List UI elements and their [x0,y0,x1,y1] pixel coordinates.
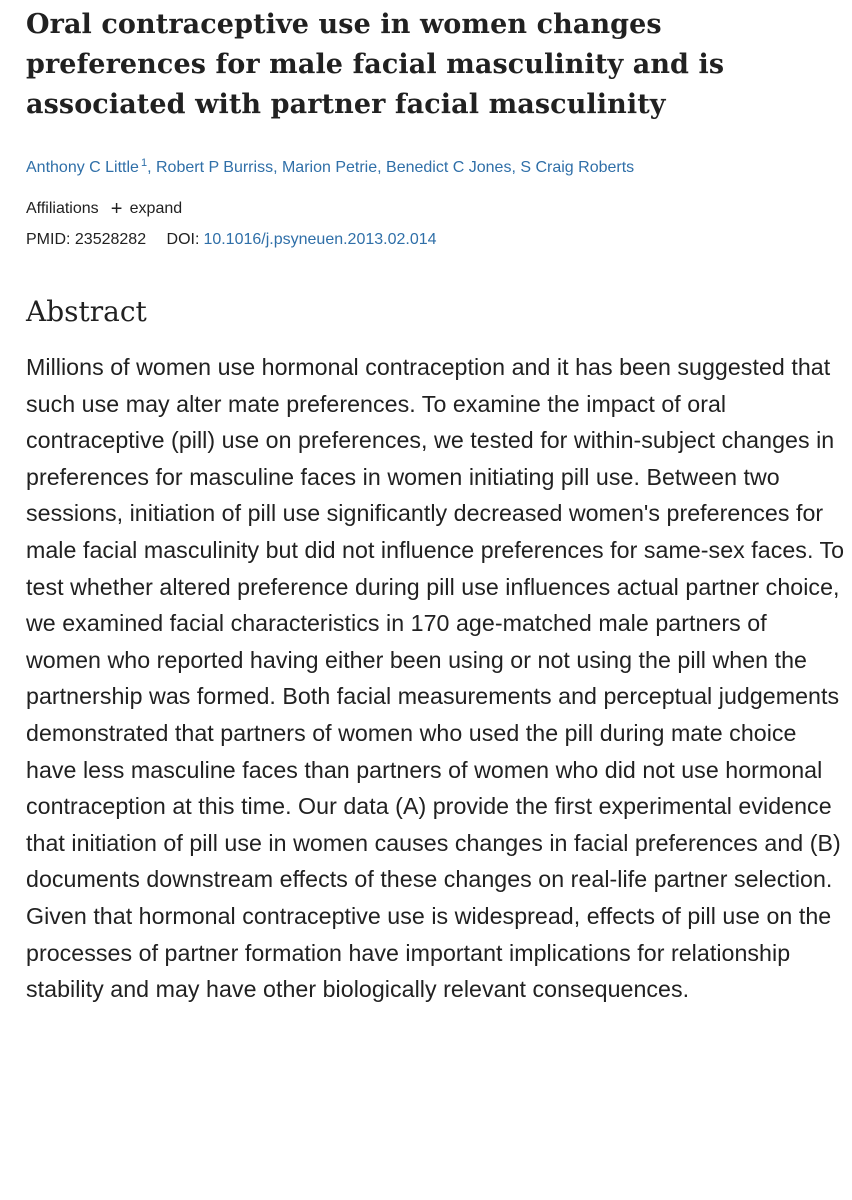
pmid-value: 23528282 [74,231,147,248]
identifiers-row [26,229,842,251]
author-link-1[interactable]: Anthony C Little [26,159,139,176]
affiliations-label: Affiliations [26,200,99,217]
author-separator: , [147,159,152,176]
author-separator: , [273,159,278,176]
author-separator: , [377,159,382,176]
expand-affiliations-button[interactable] [109,198,183,220]
author-link-5[interactable]: S Craig Roberts [520,159,635,176]
affiliations-row [26,198,842,220]
article-title: Oral contraceptive use in women changes preferences for male facial masculinity and is associated with partner facial masculinity [26,9,725,120]
expand-label: expand [129,200,183,217]
doi-label: DOI: [166,231,200,248]
abstract-text: Millions of women use hormonal contraception and it has been suggested that such use may alter mate preferences. To examine the impact of oral contraceptive (pill) use on preferences, we tested for within-subject changes in preferences for masculine faces in women initiating pill use. Between two sessions, initiation of pill use significantly decreased women's preferences for male facial masculinity but did not influence preferences for same-sex faces. To test whether altered preference during pill use influences actual partner choice, we examined facial characteristics in 170 age-matched male partners of women who reported having either been using or not using the pill when the partnership was formed. Both facial measurements and perceptual judgements demonstrated that partners of women who used the pill during mate choice have less masculine faces than partners of women who did not use hormonal contraception at this time. Our data (A) provide the first experimental evidence that initiation of pill use in women causes changes in facial preferences and (B) documents downstream effects of these changes on real-life partner selection. Given that hormonal contraceptive use is widespread, effects of pill use on the processes of partner formation have important implications for relationship stability and may have other biologically relevant consequences. [26,354,845,1003]
doi-link[interactable]: 10.1016/j.psyneuen.2013.02.014 [203,231,437,248]
author-link-2[interactable]: Robert P Burriss [155,159,274,176]
article-page [26,0,845,1008]
pmid-label: PMID: [26,231,71,248]
author-list [26,152,842,179]
author-link-3[interactable]: Marion Petrie [281,159,378,176]
abstract-heading: Abstract [26,295,147,328]
plus-icon: + [110,198,123,220]
affiliation-number[interactable]: 1 [140,157,148,169]
author-separator: , [511,159,516,176]
author-link-4[interactable]: Benedict C Jones [386,159,512,176]
